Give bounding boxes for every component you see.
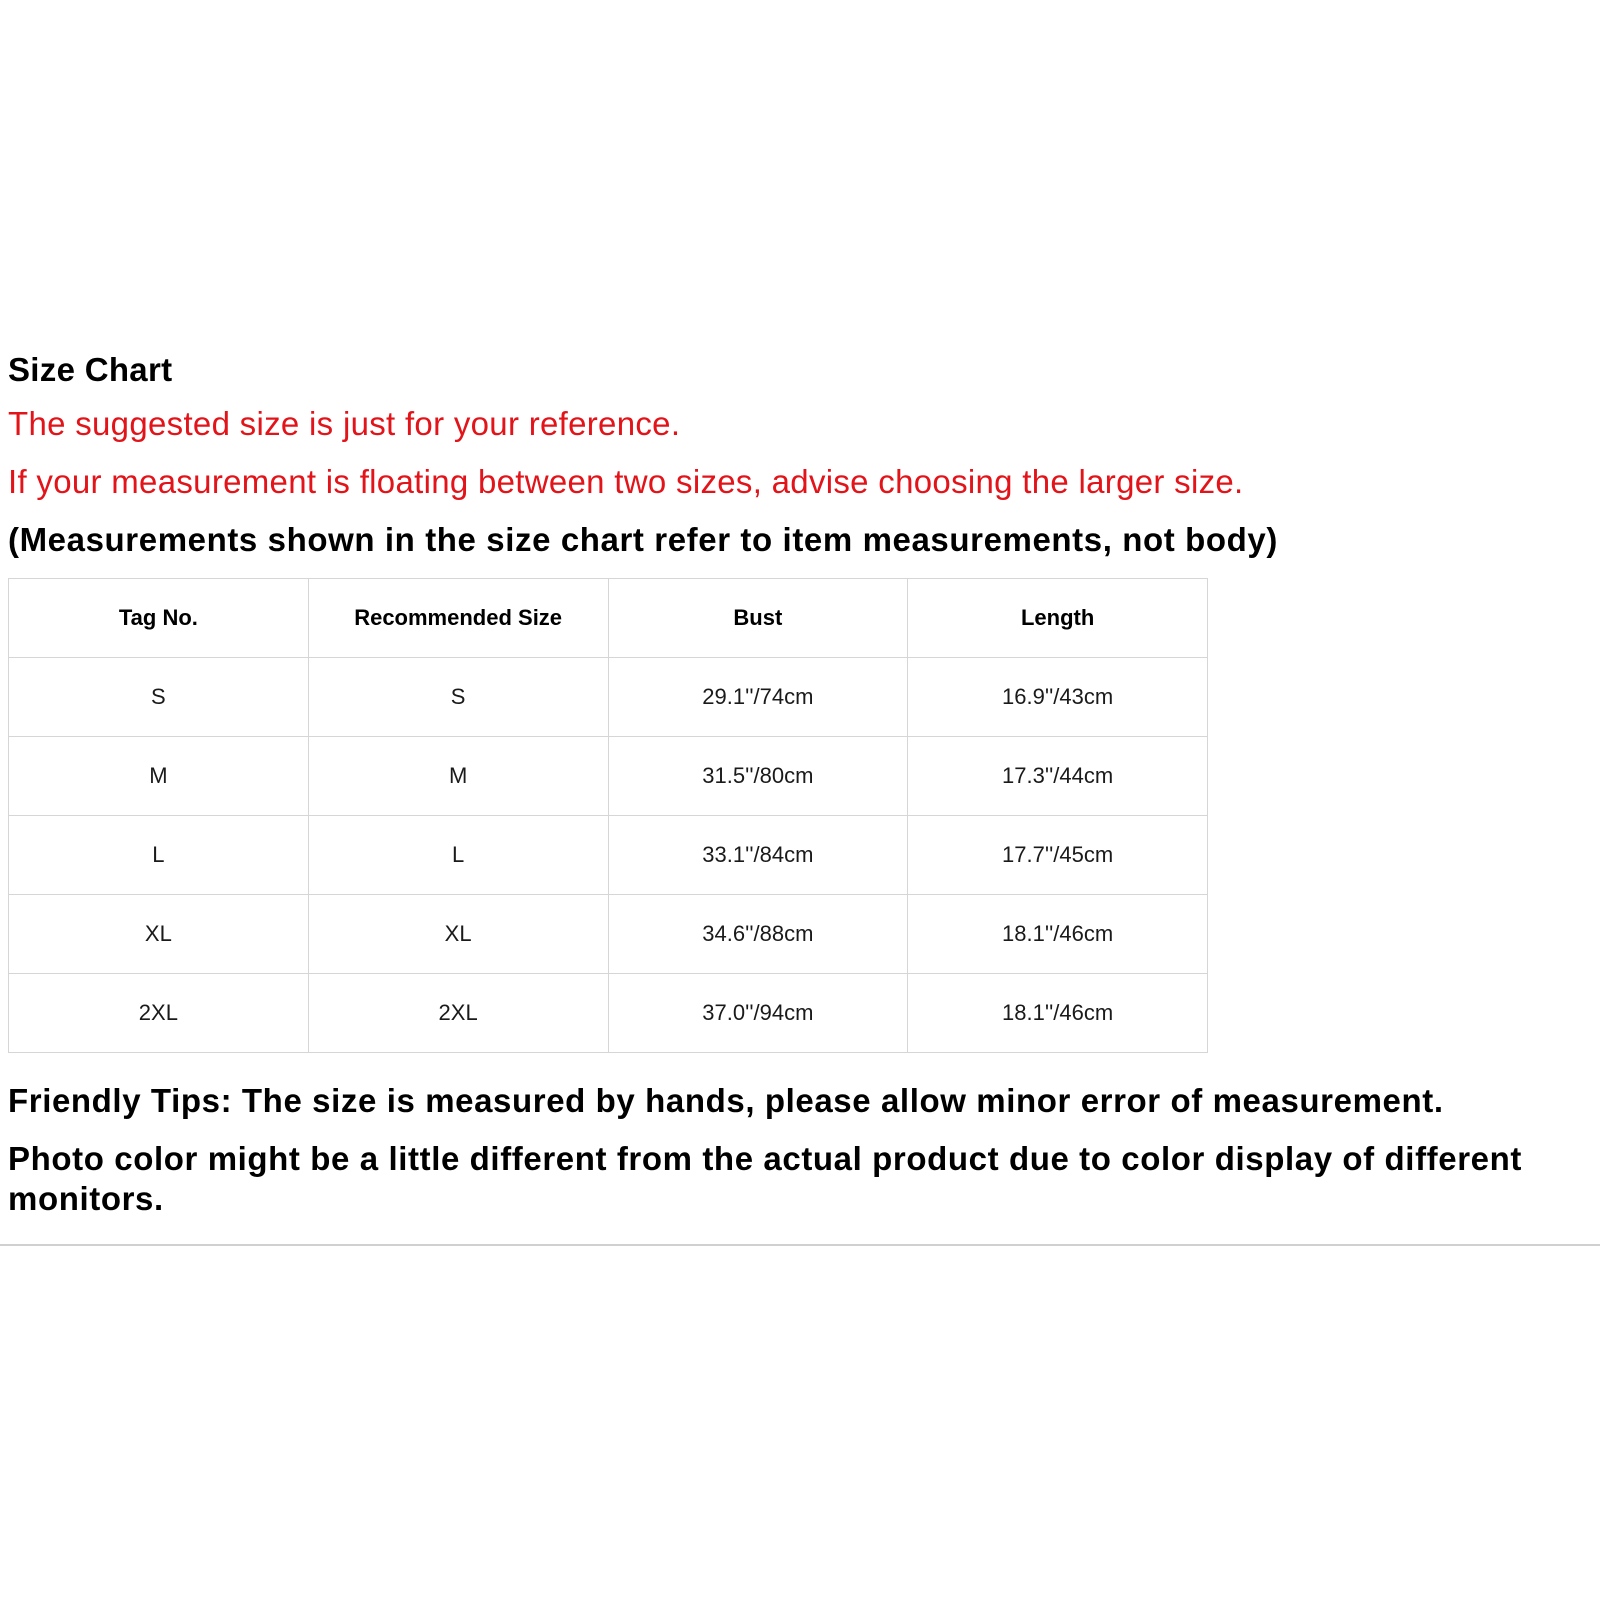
cell-recommended-size: M bbox=[308, 737, 608, 816]
cell-recommended-size: S bbox=[308, 658, 608, 737]
cell-recommended-size: L bbox=[308, 816, 608, 895]
cell-length: 16.9''/43cm bbox=[908, 658, 1208, 737]
sizing-advice-notice: If your measurement is floating between two sizes, advise choosing the larger size. bbox=[8, 463, 1244, 500]
cell-tag-no: 2XL bbox=[9, 974, 309, 1053]
page-title: Size Chart bbox=[8, 351, 173, 388]
cell-tag-no: S bbox=[9, 658, 309, 737]
header-tag-no: Tag No. bbox=[9, 579, 309, 658]
table-row bbox=[9, 737, 1208, 816]
cell-tag-no: XL bbox=[9, 895, 309, 974]
table-header-row bbox=[9, 579, 1208, 658]
table-row bbox=[9, 974, 1208, 1053]
table-row bbox=[9, 658, 1208, 737]
cell-bust: 29.1''/74cm bbox=[608, 658, 908, 737]
size-table bbox=[8, 578, 1208, 1053]
tips-section bbox=[8, 1081, 1588, 1219]
cell-tag-no: M bbox=[9, 737, 309, 816]
cell-recommended-size: XL bbox=[308, 895, 608, 974]
table-row bbox=[9, 816, 1208, 895]
cell-tag-no: L bbox=[9, 816, 309, 895]
cell-bust: 33.1''/84cm bbox=[608, 816, 908, 895]
cell-bust: 34.6''/88cm bbox=[608, 895, 908, 974]
bottom-divider bbox=[0, 1244, 1600, 1246]
cell-length: 18.1''/46cm bbox=[908, 895, 1208, 974]
cell-length: 17.3''/44cm bbox=[908, 737, 1208, 816]
cell-bust: 37.0''/94cm bbox=[608, 974, 908, 1053]
cell-bust: 31.5''/80cm bbox=[608, 737, 908, 816]
measurement-disclaimer: (Measurements shown in the size chart refer to item measurements, not body) bbox=[8, 521, 1278, 558]
cell-length: 18.1''/46cm bbox=[908, 974, 1208, 1053]
header-bust: Bust bbox=[608, 579, 908, 658]
size-chart-section bbox=[8, 350, 1588, 1219]
cell-recommended-size: 2XL bbox=[308, 974, 608, 1053]
color-tip: Photo color might be a little different from the actual product due to color display of different monitors. bbox=[8, 1140, 1522, 1217]
reference-notice: The suggested size is just for your reference. bbox=[8, 405, 681, 442]
cell-length: 17.7''/45cm bbox=[908, 816, 1208, 895]
friendly-tip: Friendly Tips: The size is measured by hands, please allow minor error of measurement. bbox=[8, 1082, 1444, 1119]
header-recommended-size: Recommended Size bbox=[308, 579, 608, 658]
header-length: Length bbox=[908, 579, 1208, 658]
table-row bbox=[9, 895, 1208, 974]
